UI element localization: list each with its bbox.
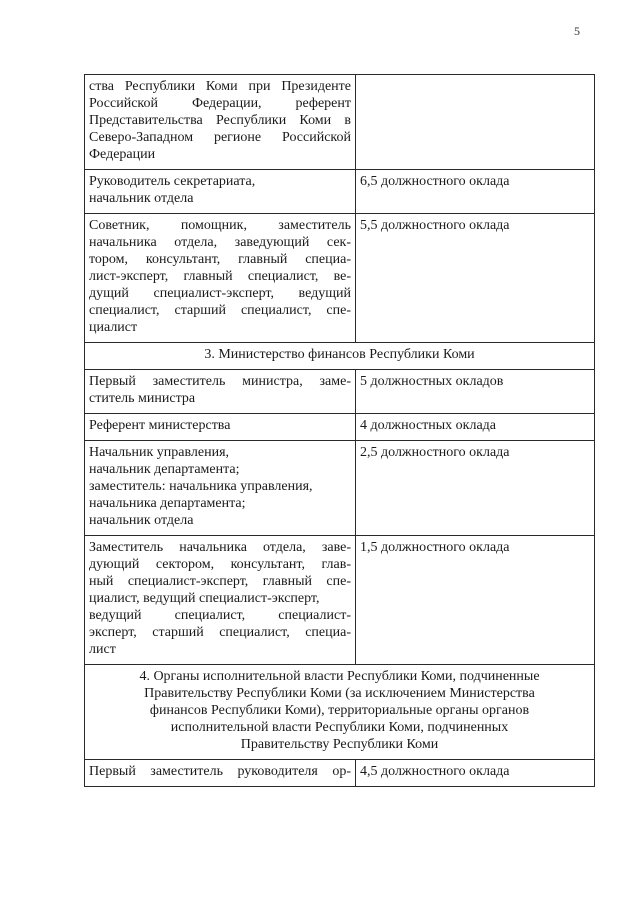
table-row [85,75,595,170]
position-line: циалист [89,320,138,335]
position-cell [85,370,356,414]
position-line: начальника отдела, заведующий сек- [89,235,351,250]
section-header [85,343,595,370]
position-cell [85,536,356,665]
table-row [85,760,595,787]
position-cell [85,75,356,170]
allowance-cell: 4 должностных оклада [356,414,595,441]
section-header [85,665,595,760]
position-line: начальник отдела [89,513,194,528]
section-header-row [85,343,595,370]
allowance-cell: 5 должностных окладов [356,370,595,414]
section-header-line: Правительству Республики Коми (за исключением Министерства [144,686,535,701]
position-cell [85,170,356,214]
position-line: Советник, помощник, заместитель [89,218,351,233]
table-row [85,441,595,536]
section-header-line: 4. Органы исполнительной власти Республики Коми, подчиненные [139,669,540,684]
position-line: тором, консультант, главный специа- [89,252,351,267]
section-header-row [85,665,595,760]
table-row [85,414,595,441]
position-line: ститель министра [89,391,196,406]
page-number: 5 [574,24,580,38]
position-line: эксперт, старший специалист, специа- [89,625,351,640]
position-line: Первый заместитель руководителя ор- [89,764,351,779]
section-header-line: Правительству Республики Коми [240,737,439,752]
table-row [85,170,595,214]
position-line: Первый заместитель министра, заме- [89,374,351,389]
allowance-cell: 6,5 должностного оклада [356,170,595,214]
table-row [85,536,595,665]
position-cell [85,760,356,787]
position-line: начальник департамента; [89,462,240,477]
allowance-cell: 4,5 должностного оклада [356,760,595,787]
position-line: Северо-Западном регионе Российской [89,130,351,145]
table-row [85,370,595,414]
position-line: дующий сектором, консультант, глав- [89,557,351,572]
position-line: Начальник управления, [89,445,230,460]
position-cell [85,441,356,536]
allowance-cell [356,75,595,170]
allowance-table [84,74,595,787]
position-line: ведущий специалист, специалист- [89,608,351,623]
table-body [85,75,595,787]
position-line: Российской Федерации, референт [89,96,351,111]
allowance-cell: 5,5 должностного оклада [356,214,595,343]
position-line: Референт министерства [89,418,231,433]
position-line: Руководитель секретариата, [89,174,256,189]
section-header-line: исполнительной власти Республики Коми, подчиненных [170,720,509,735]
allowance-cell: 2,5 должностного оклада [356,441,595,536]
table-row [85,214,595,343]
section-header-line: финансов Республики Коми), территориальные органы органов [149,703,530,718]
section-header-line: 3. Министерство финансов Республики Коми [204,347,475,362]
position-line: заместитель: начальника управления, [89,479,313,494]
position-line: Заместитель начальника отдела, заве- [89,540,351,555]
position-line: начальника департамента; [89,496,246,511]
position-line: лист [89,642,116,657]
position-cell [85,414,356,441]
allowance-cell: 1,5 должностного оклада [356,536,595,665]
position-line: лист-эксперт, главный специалист, ве- [89,269,351,284]
position-line: ный специалист-эксперт, главный спе- [89,574,351,589]
position-line: специалист, старший специалист, спе- [89,303,351,318]
position-line: Федерации [89,147,156,162]
position-line: циалист, ведущий специалист-эксперт, [89,591,320,606]
position-line: начальник отдела [89,191,194,206]
position-line: дущий специалист-эксперт, ведущий [89,286,351,301]
position-line: ства Республики Коми при Президенте [89,79,351,94]
position-cell [85,214,356,343]
position-line: Представительства Республики Коми в [89,113,351,128]
